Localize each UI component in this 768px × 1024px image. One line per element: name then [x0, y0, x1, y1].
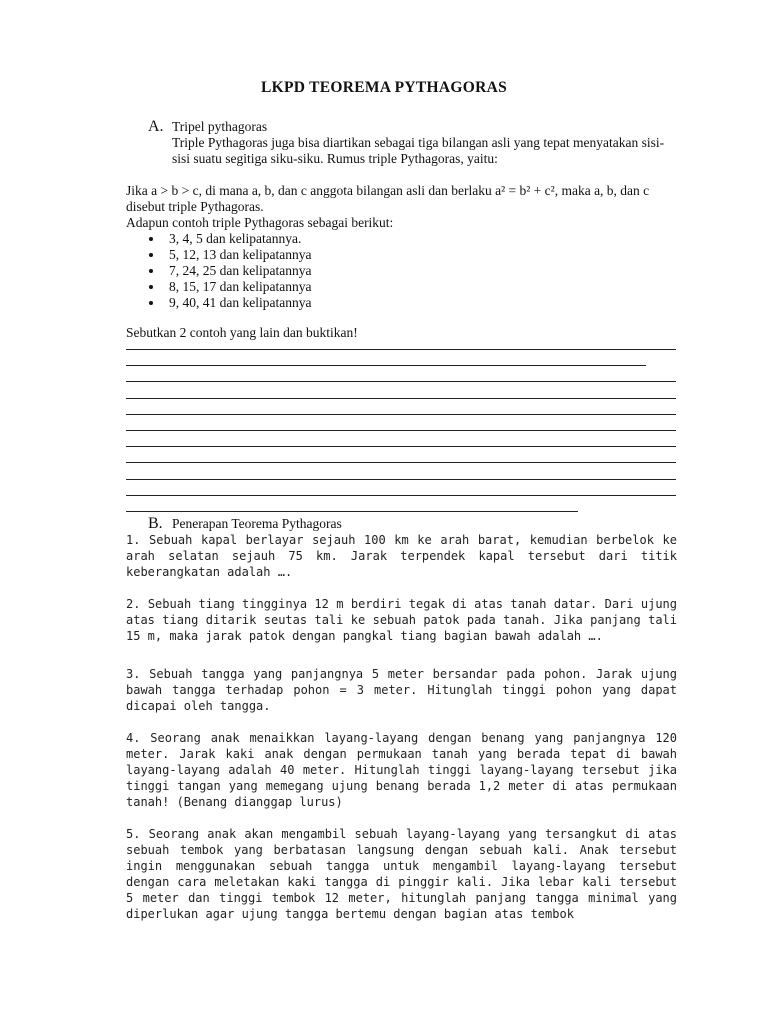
section-b-title: Penerapan Teorema Pythagoras [172, 516, 342, 531]
section-a-title: Tripel pythagoras [172, 119, 268, 134]
answer-lines[interactable] [126, 349, 676, 527]
answer-line[interactable] [126, 511, 578, 512]
answer-line[interactable] [126, 479, 676, 480]
list-item: 8, 15, 17 dan kelipatannya [146, 279, 660, 295]
list-item: 7, 24, 25 dan kelipatannya [146, 263, 660, 279]
answer-line[interactable] [126, 414, 676, 415]
examples-intro-text: Adapun contoh triple Pythagoras sebagai berikut: [126, 215, 394, 230]
problem-item: 1. Sebuah kapal berlayar sejauh 100 km ke arah barat, kemudian berbelok ke arah selatan sejauh 75 km. Jarak terpendek kapal tersebut dari titik keberangkatan adalah …. [126, 533, 677, 579]
problem-item: 2. Sebuah tiang tingginya 12 m berdiri tegak di atas tanah datar. Dari ujung atas tiang ditarik seutas tali ke sebuah patok pada tanah. Jika panjang tali 15 m, maka jarak patok dengan pangkal tiang bagian bawah adalah …. [126, 597, 677, 643]
list-item: 5, 12, 13 dan kelipatannya [146, 247, 660, 263]
section-a-heading [148, 119, 267, 135]
section-a-body [126, 183, 660, 311]
section-b-heading [148, 516, 342, 532]
triple-intro-text: Triple Pythagoras juga bisa diartikan sebagai tiga bilangan asli yang tepat menyatakan sisi-sisi suatu segitiga siku-siku. Rumus triple Pythagoras, yaitu: [172, 135, 665, 166]
answer-line[interactable] [126, 381, 676, 382]
answer-line[interactable] [126, 462, 676, 463]
problem-item: 4. Seorang anak menaikkan layang-layang dengan benang yang panjangnya 120 meter. Jarak kaki anak dengan permukaan tanah yang berada tepat di bawah layang-layang adalah 40 meter. Hitunglah tinggi layang-layang tersebut jika tinggi tangan yang memegang ujung benang berada 1,2 meter di atas permukaan tanah! (Benang dianggap lurus) [126, 731, 677, 809]
answer-line[interactable] [126, 495, 676, 496]
list-item: 9, 40, 41 dan kelipatannya [146, 295, 660, 311]
answer-line[interactable] [126, 398, 676, 399]
section-a-letter: A. [148, 118, 164, 135]
answer-line[interactable] [126, 365, 646, 366]
problem-item: 5. Seorang anak akan mengambil sebuah layang-layang yang tersangkut di atas sebuah tembok yang berbatasan langsung dengan sebuah kali. Anak tersebut ingin menggunakan sebuah tangga untuk mengambil layang-layang tersebut dengan cara meletakan kaki tangga di pinggir kali. Jika lebar kali tersebut 5 meter dan tinggi tembok 12 meter, hitunglah panjang tangga minimal yang diperlukan agar ujung tangga bertemu dengan bagian atas tembok [126, 827, 677, 921]
answer-line[interactable] [126, 430, 676, 431]
page-title: LKPD TEOREMA PYTHAGORAS [260, 79, 508, 96]
task-block [126, 325, 358, 341]
section-b-letter: B. [148, 515, 163, 532]
problem-item: 3. Sebuah tangga yang panjangnya 5 meter bersandar pada pohon. Jarak ujung bawah tangga terhadap pohon = 3 meter. Hitunglah tinggi pohon yang dapat dicapai oleh tangga. [126, 667, 677, 713]
problem-list [126, 532, 677, 922]
section-a-intro-block [172, 135, 672, 167]
list-item: 3, 4, 5 dan kelipatannya. [146, 231, 660, 247]
triple-condition-text: Jika a > b > c, di mana a, b, dan c anggota bilangan asli dan berlaku a² = b² + c², maka a, b, dan c disebut triple Pythagoras. [126, 183, 650, 214]
triple-examples-list [146, 231, 660, 311]
answer-line[interactable] [126, 349, 676, 350]
answer-line[interactable] [126, 446, 676, 447]
task-text: Sebutkan 2 contoh yang lain dan buktikan! [126, 325, 358, 340]
